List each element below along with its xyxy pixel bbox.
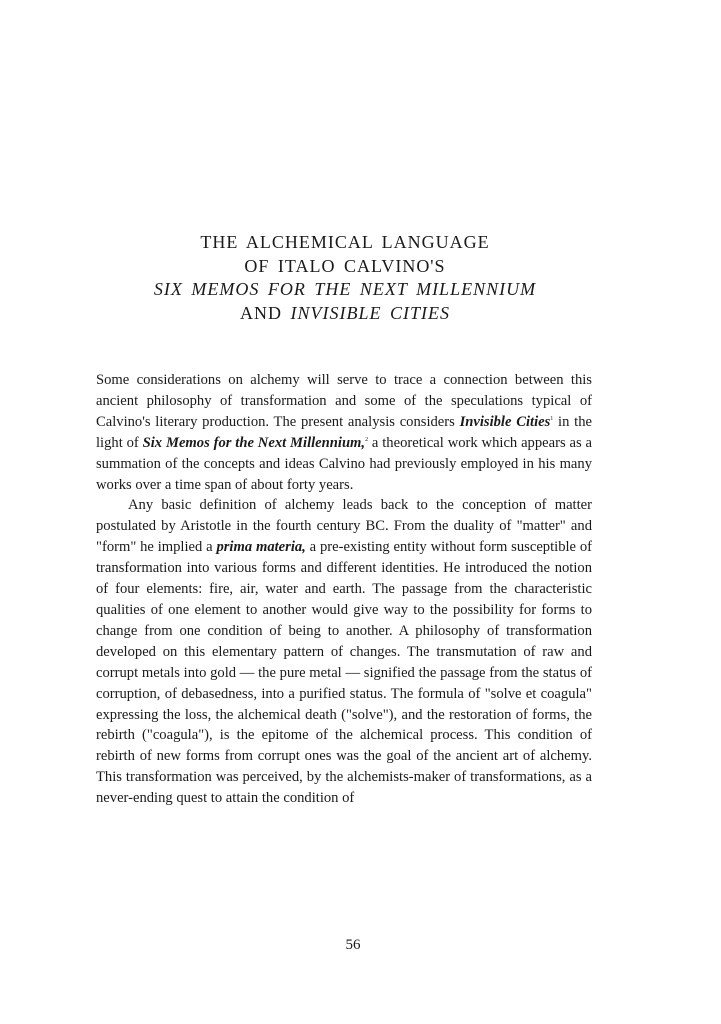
page-number: 56 (345, 937, 361, 953)
p2-text-2: a pre-existing entity without form susceptible of transformation into various forms and different identities. He introduced the notion of four elements: fire, air, water and earth. The passage from the characteristic qualities of one element to another would give way to the possibility for forms to change from one condition of being to another. A philosophy of transformation developed on this elementary pattern of changes. The transmutation of raw and corrupt metals into gold — the pure metal — signified the passage from the status of corruption, of debasedness, into a purified status. The formula of "solve et coagula" expressing the loss, the alchemical death ("solve"), and the restoration of forms, the rebirth ("coagula"), is the epitome of the alchemical process. This condition of rebirth of new forms from corrupt ones was the goal of the ancient art of alchemy. This transformation was perceived, by the alchemists-maker of transformations, as a never-ending quest to attain the condition of (96, 539, 593, 807)
p2-term: prima materia, (216, 539, 306, 556)
p1-work-title-1: Invisible Cities (459, 413, 551, 430)
title-line-4 (0, 302, 690, 326)
p1-text-1: Some considerations on alchemy will serve to trace a connection between this ancient philosophy of transformation and some of the speculations typical of Calvino's literary production. The present analysis considers (96, 372, 592, 430)
paragraph-1 (96, 370, 592, 495)
footnote-ref-2: 2 (365, 436, 369, 443)
title-line-3 (0, 278, 690, 302)
title-line-4-italic: INVISIBLE CITIES (290, 302, 450, 323)
p1-work-title-2: Six Memos for the Next Millennium, (142, 434, 366, 451)
title-line-1: THE ALCHEMICAL LANGUAGE (200, 232, 490, 252)
title-line-4-prefix: AND (240, 302, 291, 323)
title-line-3-italic: SIX MEMOS FOR THE NEXT MILLENNIUM (153, 279, 537, 299)
paragraph-2 (96, 495, 592, 809)
p2-text-1: Any basic definition of alchemy leads back to the conception of matter postulated by Aristotle in the fourth century BC. From the duality of "matter" and "form" he implied a (96, 497, 592, 556)
footnote-ref-1: 1 (550, 415, 554, 422)
chapter-title (0, 231, 690, 325)
p1-text-3: a theoretical work which appears as a summation of the concepts and ideas Calvino had previously employed in his many works over a time span of about forty years. (96, 434, 592, 493)
p1-text-2: in the light of (96, 413, 593, 451)
title-line-2: OF ITALO CALVINO'S (244, 255, 446, 276)
body-text (96, 370, 592, 809)
